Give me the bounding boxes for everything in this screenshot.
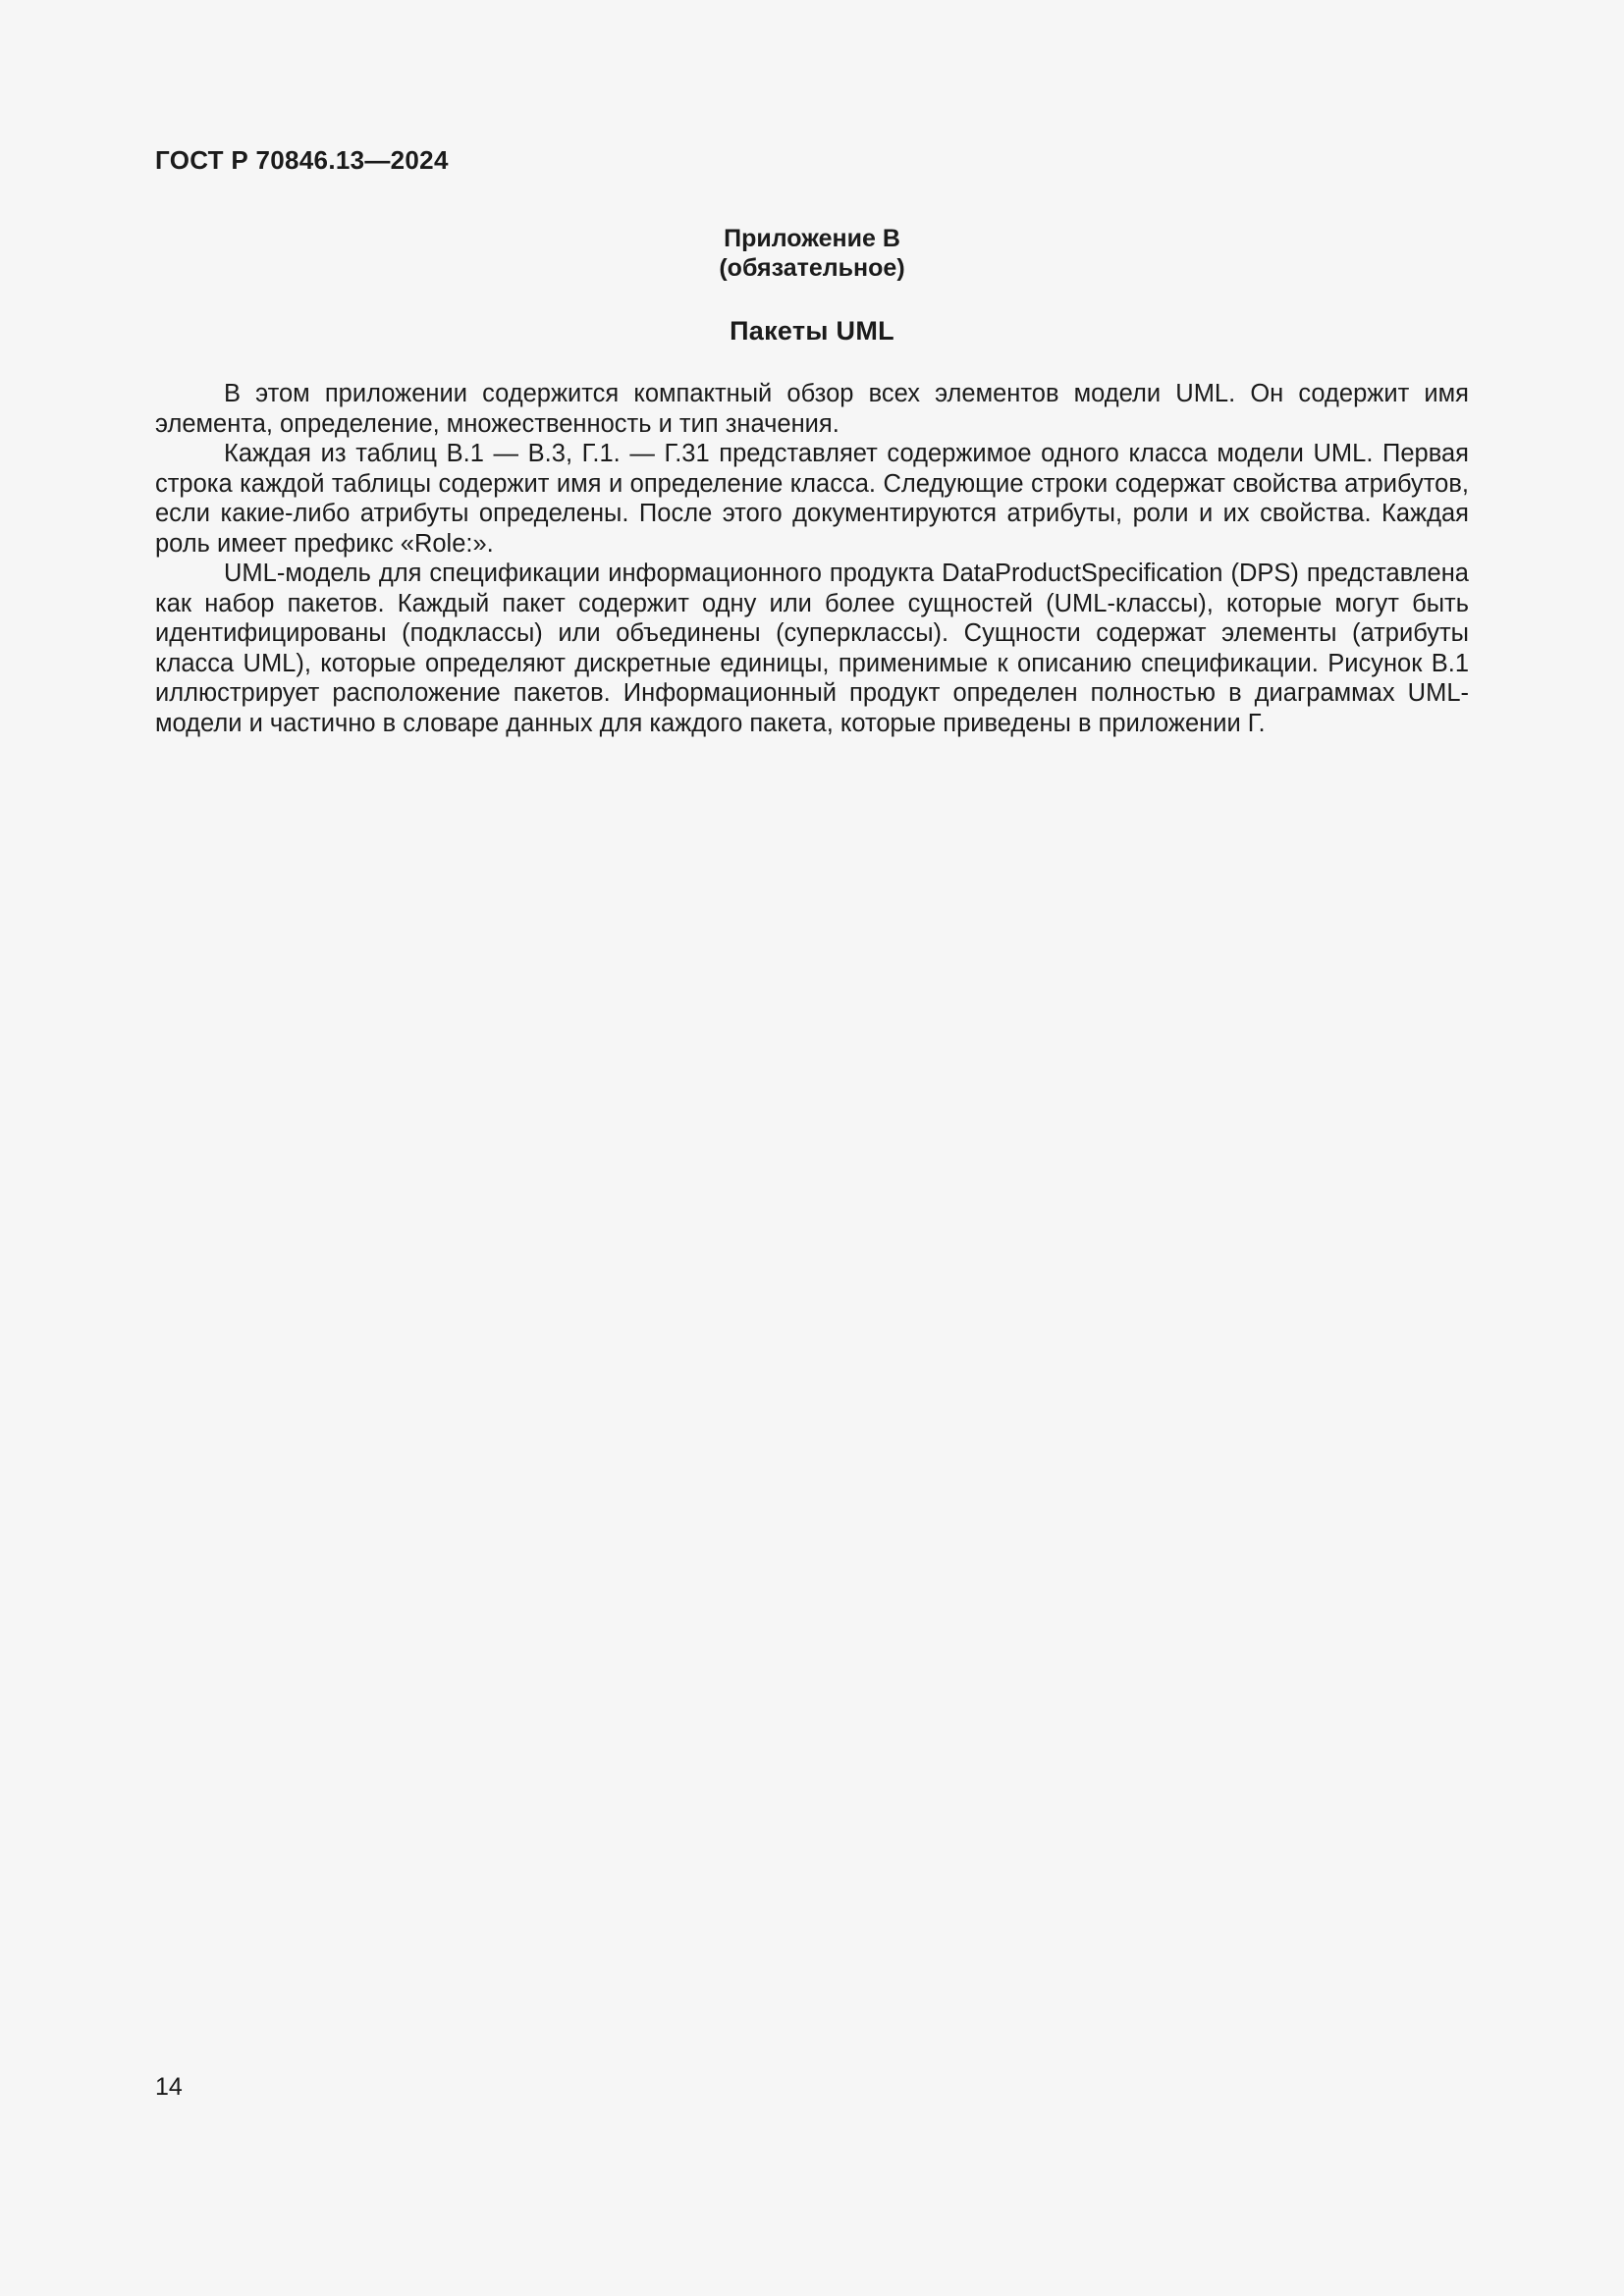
appendix-title: Приложение В: [724, 225, 900, 252]
paragraph-uml-model: UML-модель для спецификации информационного продукта DataProductSpecification (DPS) представлена как набор пакетов. Каждый пакет содержит одну или более сущностей (UML-классы), которые могут быть идентифицированы (подклассы) или объединены (суперклассы). Сущности содержат элементы (атрибуты класса UML), которые определяют дискретные единицы, применимые к описанию спецификации. Рисунок В.1 иллюстрирует расположение пакетов. Информационный продукт определен полностью в диаграммах UML-модели и частично в словаре данных для каждого пакета, которые приведены в приложении Г.: [155, 560, 1469, 737]
body-text: [155, 379, 1469, 738]
paragraph-tables: Каждая из таблиц В.1 — В.3, Г.1. — Г.31 представляет содержимое одного класса модели UML. Первая строка каждой таблицы содержит имя и определение класса. Следующие строки содержат свойства атрибутов, если какие-либо атрибуты определены. После этого документируются атрибуты, роли и их свойства. Каждая роль имеет префикс «Role:».: [155, 440, 1469, 558]
appendix-heading: [155, 224, 1469, 283]
document-code-header: ГОСТ Р 70846.13—2024: [155, 145, 449, 175]
page-number: 14: [155, 2073, 183, 2101]
appendix-status: (обязательное): [719, 254, 905, 282]
section-title: Пакеты UML: [730, 316, 894, 346]
paragraph-overview: В этом приложении содержится компактный обзор всех элементов модели UML. Он содержит имя элемента, определение, множественность и тип значения.: [155, 380, 1469, 438]
